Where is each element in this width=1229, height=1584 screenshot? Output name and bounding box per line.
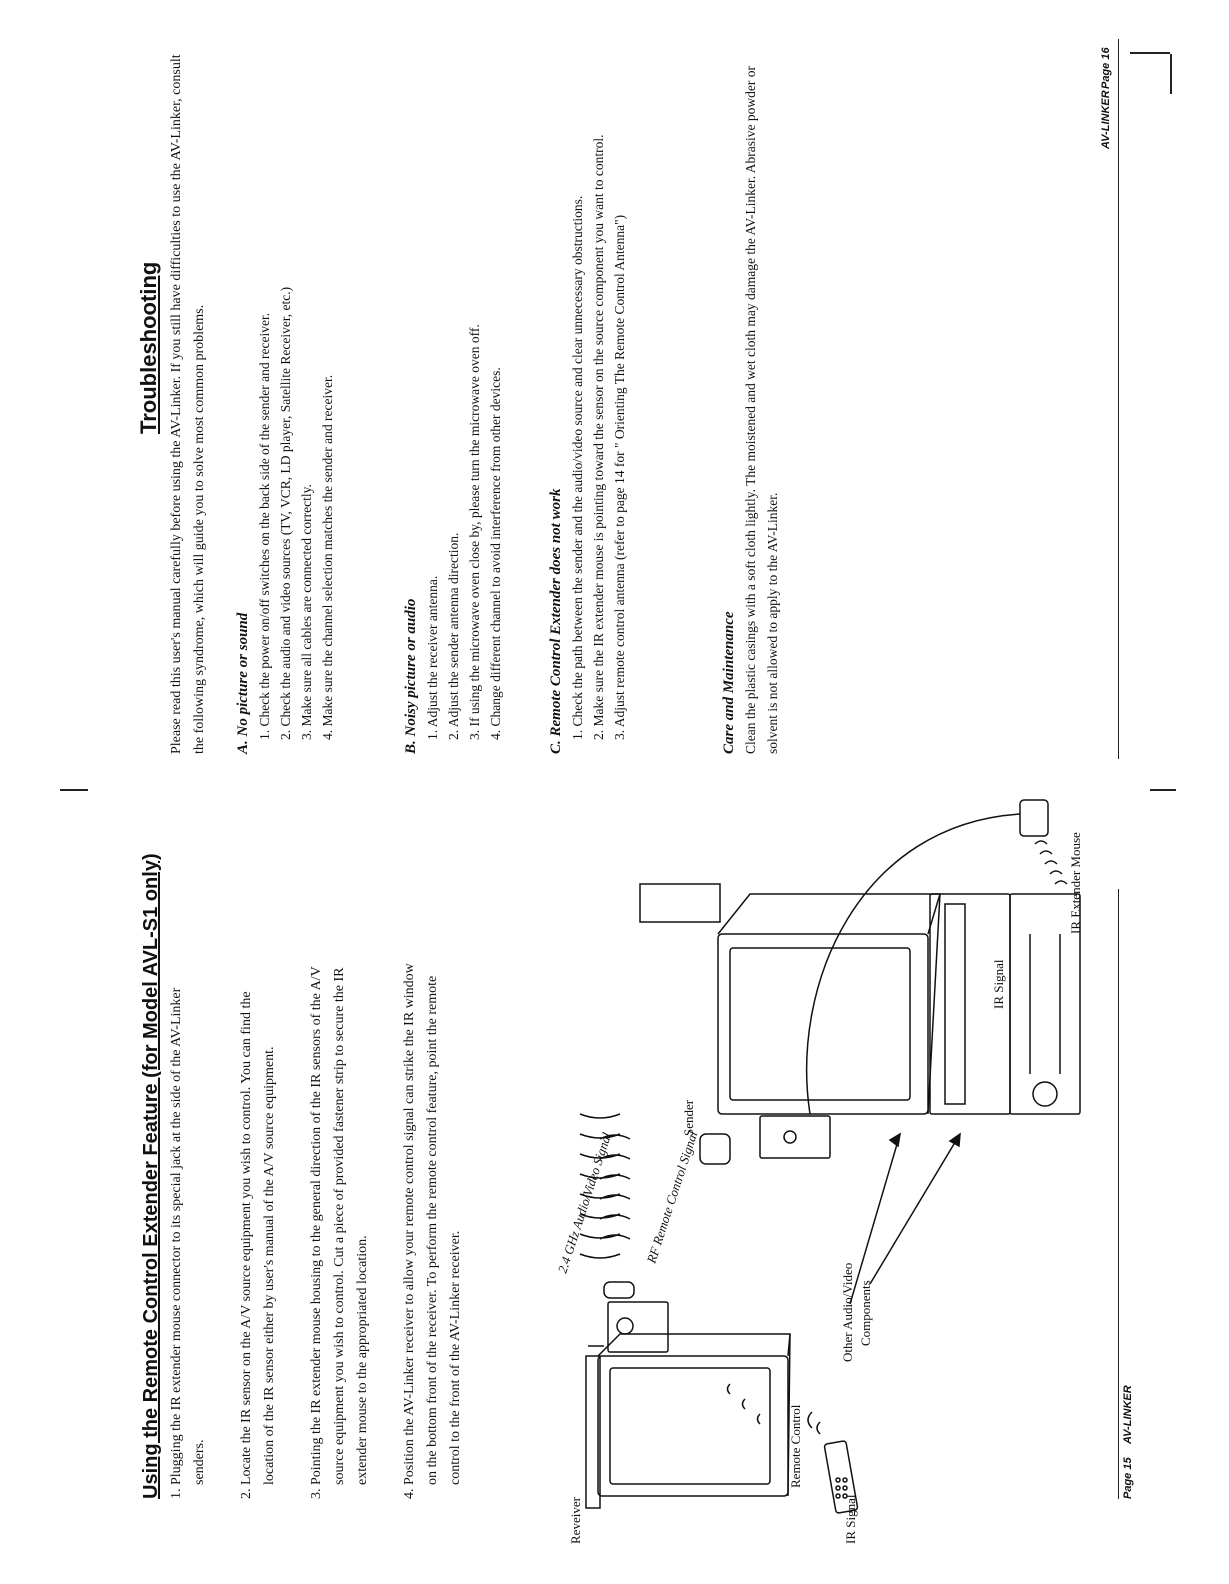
left-page: [0, 789, 1229, 1584]
corner-mark-top-right: [1130, 52, 1170, 54]
care-maintenance: [718, 54, 784, 754]
step-3: 3. Pointing the IR extender mouse housing to the general direction of the IR sensors of the A/V source equipment you wish to control. Cut a piece of provided fastener strip to secure the IR extender mouse to the appropriated location.: [309, 966, 370, 1499]
section-c-item-2: 2. Make sure the IR extender mouse is pointing toward the sensor on the source component you want to control.: [591, 134, 606, 740]
sender-label: Sender: [681, 1099, 696, 1136]
setup-diagram: [0, 789, 1229, 1584]
remote-extender-title: Using the Remote Control Extender Feature (for Model AVL-S1 only): [140, 853, 162, 1499]
ir-extender-mouse-illustration: [1020, 800, 1048, 836]
section-a-item-1: 1. Check the power on/off switches on the back side of the sender and receiver.: [257, 312, 272, 740]
section-b-item-3: 3. If using the microwave oven close by, please turn the microwave oven off.: [467, 324, 482, 740]
right-page: [0, 0, 1229, 789]
step-1: 1. Plugging the IR extender mouse connector to its special jack at the side of the AV-Linker senders.: [169, 987, 207, 1499]
care-heading: Care and Maintenance: [721, 611, 737, 754]
ir-signal-arcs-right: [1035, 841, 1067, 884]
right-footer-brand: AV-LINKER: [1100, 90, 1112, 149]
section-a-item-4: 4. Make sure the channel selection matches the sender and receiver.: [320, 374, 335, 740]
other-components-label-2: Components: [858, 1280, 873, 1346]
right-footer-page: Page 16: [1100, 47, 1112, 89]
section-a-item-2: 2. Check the audio and video sources (TV, VCR, LD player, Satellite Receiver, etc.): [278, 286, 293, 740]
ir-signal-left-label: IR Signal: [843, 1494, 858, 1544]
corner-mark-bottom-right: [1170, 54, 1172, 94]
section-c-item-3: 3. Adjust remote control antenna (refer to page 14 for " Orienting The Remote Control Antenna"): [612, 214, 627, 740]
other-components-label-1: Other Audio/Video: [840, 1262, 855, 1362]
section-no-picture: [232, 54, 338, 754]
sender-tv-illustration: [640, 884, 940, 1114]
fold-mark-bottom: [1150, 789, 1176, 791]
section-b-item-1: 1. Adjust the receiver antenna.: [425, 575, 440, 740]
section-b-item-2: 2. Adjust the sender antenna direction.: [446, 532, 461, 740]
right-footer-rule: [1118, 39, 1119, 759]
ir-extender-cable: [807, 814, 1020, 1114]
ir-signal-right-label: IR Signal: [991, 959, 1006, 1009]
section-a-heading: A. No picture or sound: [235, 612, 251, 754]
receiver-label: Reveiver: [568, 1497, 583, 1544]
sender-unit-illustration: [700, 1116, 830, 1164]
component-arrows: [850, 1134, 960, 1304]
care-text: Clean the plastic casings with a soft cloth lightly. The moistened and wet cloth may damage the AV-Linker. Abrasive powder or solvent is not allowed to apply to the AV-Linker.: [743, 66, 780, 754]
section-c-item-1: 1. Check the path between the sender and the audio/video source and clear unnecessary obstructions.: [570, 195, 585, 740]
section-b-heading: B. Noisy picture or audio: [403, 598, 419, 754]
receiver-tv-illustration: [586, 1334, 790, 1508]
section-b-item-4: 4. Change different channel to avoid interference from other devices.: [488, 367, 503, 740]
section-remote-extender: [545, 54, 630, 754]
rf-remote-label: RF Remote Control Signal: [643, 1129, 701, 1265]
av-signal-label: 2.4 GHz Audio/Video Signal: [554, 1130, 615, 1275]
step-4: 4. Position the AV-Linker receiver to allow your remote control signal can strike the IR window on the bottom front of the receiver. To perform the remote control feature, point the remote control to the front of the AV-Linker receiver.: [402, 963, 463, 1499]
left-footer-brand: AV-LINKER: [1122, 1385, 1134, 1444]
troubleshooting-title: Troubleshooting: [136, 261, 161, 434]
remote-control-label: Remote Control: [788, 1404, 803, 1488]
left-footer-rule: [1118, 889, 1119, 1499]
section-noisy-picture: [400, 54, 506, 754]
section-a-item-3: 3. Make sure all cables are connected correctly.: [299, 484, 314, 740]
ir-signal-arcs-left: [728, 1384, 821, 1434]
receiver-unit-illustration: [588, 1282, 668, 1352]
section-c-heading: C. Remote Control Extender does not work: [548, 488, 564, 754]
troubleshooting-intro: Please read this user's manual carefully before using the AV-Linker. If you still have difficulties to use the AV-Linker, consult the following syndrome, which will guide you to solve most common problems.: [169, 54, 207, 754]
ir-extender-mouse-label: IR Extender Mouse: [1068, 832, 1083, 934]
fold-mark-top: [60, 789, 88, 791]
left-footer-page: Page 15: [1122, 1457, 1134, 1499]
step-2: 2. Locate the IR sensor on the A/V source equipment you wish to control. You can find the location of the IR sensor either by user's manual of the A/V source equipment.: [239, 991, 277, 1499]
